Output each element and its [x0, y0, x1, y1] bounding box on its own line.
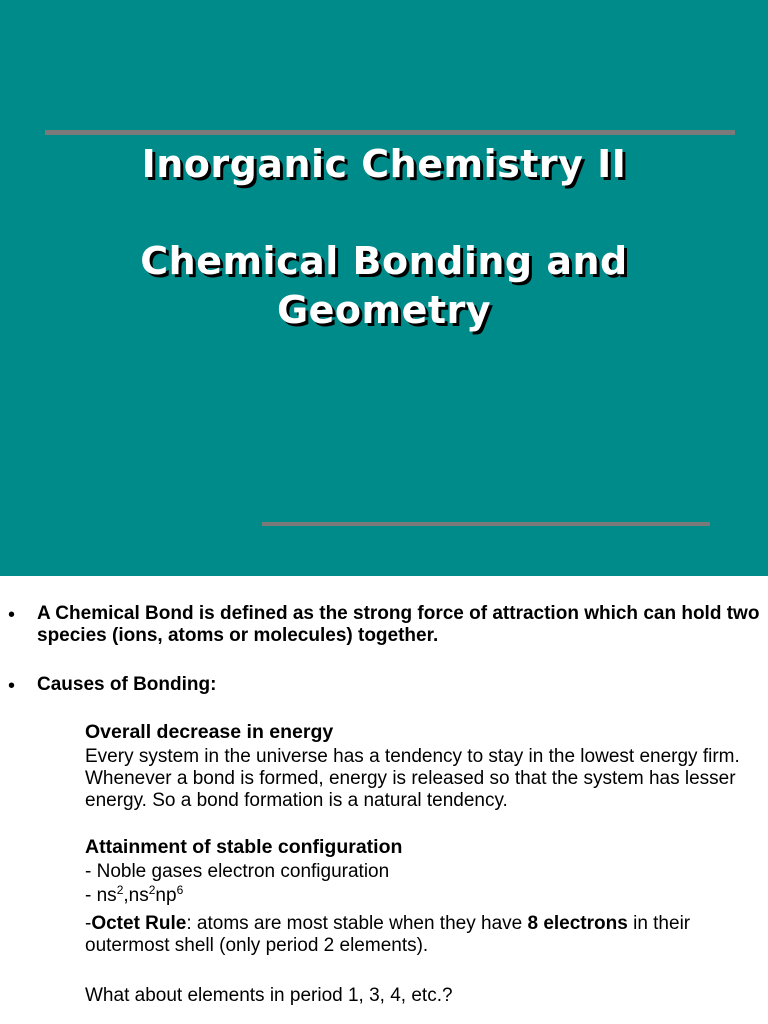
- bullet-marker: •: [8, 604, 16, 626]
- bullet-causes-of-bonding: Causes of Bonding:: [37, 674, 217, 695]
- title-line-1: Inorganic Chemistry II: [141, 142, 627, 186]
- paragraph-energy: Every system in the universe has a tendency to stay in the lowest energy firm. Whenever a bond is formed, energy is released so that the system has lesser energy. So a bond formation is a natural tendency.: [85, 746, 740, 811]
- question-line: What about elements in period 1, 3, 4, etc.?: [85, 985, 453, 1006]
- content-slide: [0, 576, 768, 1024]
- bullet-chemical-bond-definition: A Chemical Bond is defined as the strong force of attraction which can hold two species (ions, atoms or molecules) together.: [37, 603, 760, 646]
- bullet-marker: •: [8, 675, 16, 697]
- heading-stable-configuration: Attainment of stable configuration: [85, 836, 403, 858]
- line-noble-gases: - Noble gases electron configuration: [85, 861, 390, 882]
- formula-superscript-3: 6: [176, 883, 184, 897]
- octet-rule-term: Octet Rule: [91, 913, 187, 934]
- formula-mid-2: np: [155, 885, 177, 906]
- octet-rule-paragraph: [85, 913, 765, 957]
- title-line-3: Geometry: [276, 288, 492, 332]
- octet-text-1: : atoms are most stable when they have: [186, 913, 528, 934]
- formula-prefix: - ns: [85, 885, 117, 906]
- formula-mid: ,ns: [123, 885, 149, 906]
- top-divider-line: [45, 130, 735, 135]
- formula-superscript-1: 2: [116, 883, 124, 897]
- formula-superscript-2: 2: [148, 883, 156, 897]
- electron-configuration-formula: [85, 885, 765, 907]
- octet-dash: -: [85, 913, 92, 934]
- heading-decrease-in-energy: Overall decrease in energy: [85, 721, 334, 743]
- octet-emphasis: 8 electrons: [527, 913, 628, 934]
- bottom-divider-line: [262, 522, 710, 526]
- title-line-2: Chemical Bonding and: [140, 239, 628, 283]
- octet-text-2: in their outermost shell (only period 2 elements).: [85, 913, 691, 956]
